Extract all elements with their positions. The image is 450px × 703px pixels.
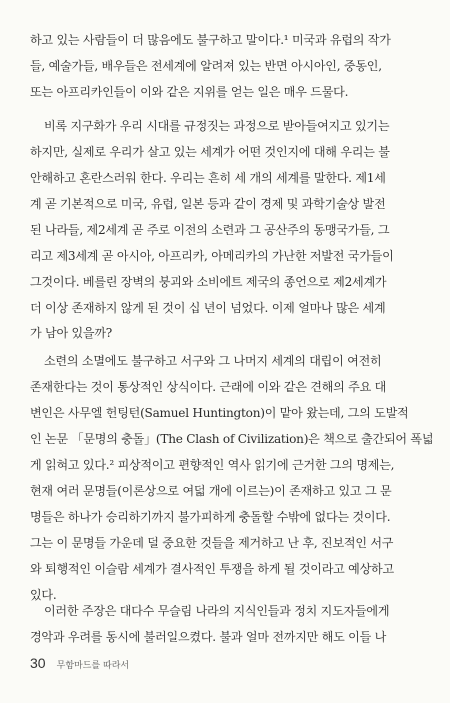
text-line: 된 나라들, 제2세계 곧 주로 이전의 소련과 그 공산주의 동맹국가들, 그: [30, 223, 390, 237]
text-line: 하지만, 실제로 우리가 살고 있는 세계가 어떤 것인지에 대해 우리는 불: [30, 145, 390, 159]
text-line: 그는 이 문명들 가운데 덜 중요한 것들을 제거하고 난 후, 진보적인 서구: [30, 536, 394, 550]
text-line: 있다.: [30, 588, 57, 602]
text-line: 하고 있는 사람들이 더 많음에도 불구하고 말이다.¹ 미국과 유럽의 작가: [30, 33, 391, 47]
text-line: 안해하고 혼란스러워 한다. 우리는 흔히 세 개의 세계를 말한다. 제1세: [30, 171, 386, 185]
text-line: 현재 여러 문명들(이론상으로 여덟 개에 이르는)이 존재하고 있고 그 문: [30, 484, 392, 498]
text-line: 가 남아 있을까?: [30, 326, 113, 340]
text-line: 인 논문 「문명의 충돌」(The Clash of Civilization)은 책으로 출간되어 폭넓: [30, 432, 434, 446]
text-line: 존재한다는 것이 통상적인 상식이다. 근래에 이와 같은 견해의 주요 대: [30, 380, 387, 394]
text-line: 명들은 하나가 승리하기까지 불가피하게 충돌할 수밖에 없다는 것이다.: [30, 510, 391, 524]
page-number: 30: [30, 655, 46, 671]
text-line: 변인은 사무엘 헌팅턴(Samuel Huntington)이 맡아 왔는데, 그의 도발적: [30, 406, 409, 420]
text-line: 계 곧 기본적으로 미국, 유럽, 일본 등과 같이 경제 및 과학기술상 발전: [30, 197, 386, 211]
text-line: 들, 예술가들, 배우들은 전세계에 알려져 있는 반면 아시아인, 중동인,: [30, 59, 382, 73]
text-line: 더 이상 존재하지 않게 된 것이 십 년이 넘었다. 이제 얼마나 많은 세계: [30, 301, 386, 315]
text-line: 이러한 주장은 대다수 무슬림 나라의 지식인들과 정치 지도자들에게: [44, 604, 390, 618]
text-line: 와 퇴행적인 이슬람 세계가 결사적인 투쟁을 하게 될 것이라고 예상하고: [30, 562, 394, 576]
text-line: 그것이다. 베를린 장벽의 붕괴와 소비에트 제국의 종언으로 제2세계가: [30, 275, 387, 289]
text-line: 또는 아프리카인들이 이와 같은 지위를 얻는 일은 매우 드물다.: [30, 85, 349, 99]
text-line: 비록 지구화가 우리 시대를 규정짓는 과정으로 받아들여지고 있기는: [44, 119, 390, 133]
text-line: 게 읽혀고 있다.² 피상적이고 편향적인 역사 읽기에 근거한 그의 명제는,: [30, 458, 395, 472]
text-line: 리고 제3세계 곧 아시아, 아프리카, 아메리카의 가난한 저발전 국가들이: [30, 249, 394, 263]
running-title: 무함마드를 따라서: [56, 661, 130, 671]
text-line: 소련의 소멸에도 불구하고 서구와 그 나머지 세계의 대립이 여전히: [44, 354, 382, 368]
text-line: 경악과 우려를 동시에 불러일으켰다. 불과 얼마 전까지만 해도 이들 나: [30, 630, 387, 644]
page-footer: [30, 652, 129, 674]
